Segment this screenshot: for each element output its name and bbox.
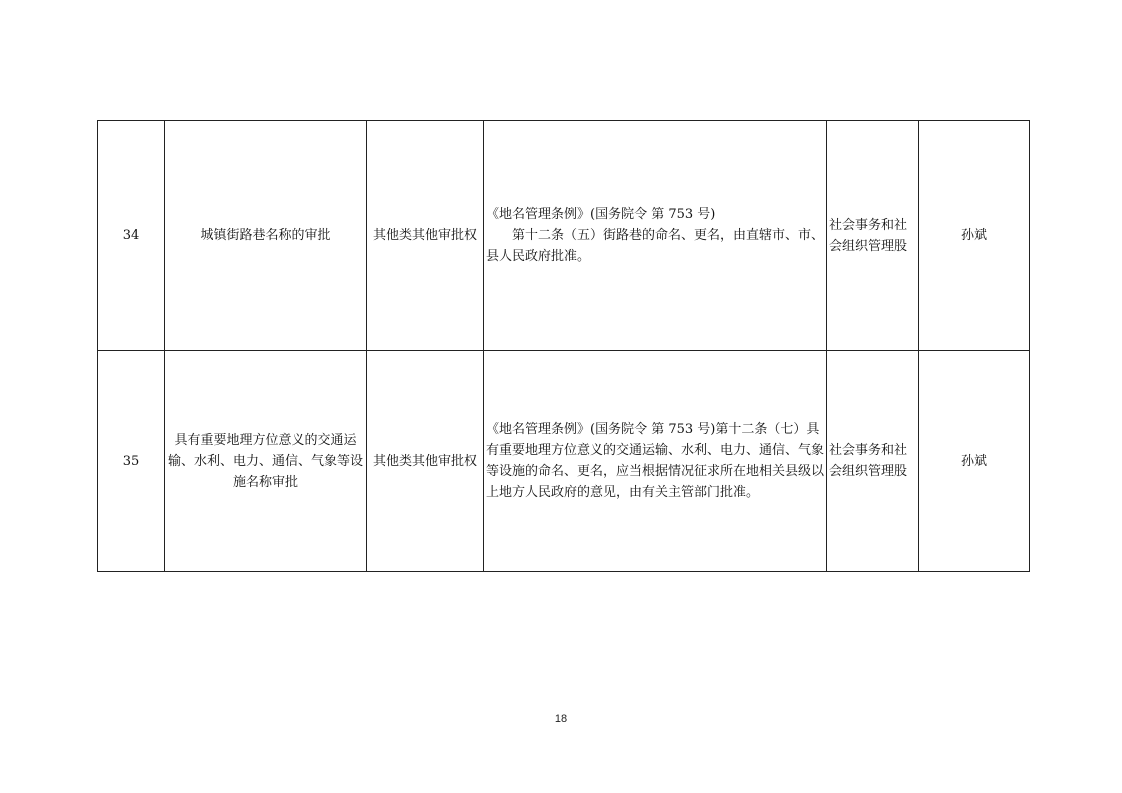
legal-basis-cell <box>484 121 827 351</box>
legal-basis-cell: 《地名管理条例》(国务院令 第 753 号)第十二条（七）具有重要地理方位意义的交通运输、水利、电力、通信、气象等设施的命名、更名，应当根据情况征求所在地相关县级以上地方人民政府的意见，由有关主管部门批准。 <box>484 351 827 572</box>
row-number-cell: 34 <box>98 121 165 351</box>
category-cell: 其他类其他审批权 <box>367 121 484 351</box>
department-cell: 社会事务和社会组织管理股 <box>827 121 919 351</box>
table-row <box>98 351 1030 572</box>
legal-basis-clause: 第十二条（五）街路巷的命名、更名，由直辖市、市、县人民政府批准。 <box>486 228 825 264</box>
item-name-cell: 具有重要地理方位意义的交通运输、水利、电力、通信、气象等设施名称审批 <box>165 351 367 572</box>
table-row <box>98 121 1030 351</box>
person-cell: 孙斌 <box>919 121 1030 351</box>
person-cell: 孙斌 <box>919 351 1030 572</box>
department-cell: 社会事务和社会组织管理股 <box>827 351 919 572</box>
item-name-cell: 城镇街路巷名称的审批 <box>165 121 367 351</box>
category-cell: 其他类其他审批权 <box>367 351 484 572</box>
page-number: 18 <box>554 713 568 725</box>
row-number-cell: 35 <box>98 351 165 572</box>
approval-items-table <box>97 120 1030 572</box>
legal-basis-title: 《地名管理条例》(国务院令 第 753 号) <box>486 207 716 222</box>
